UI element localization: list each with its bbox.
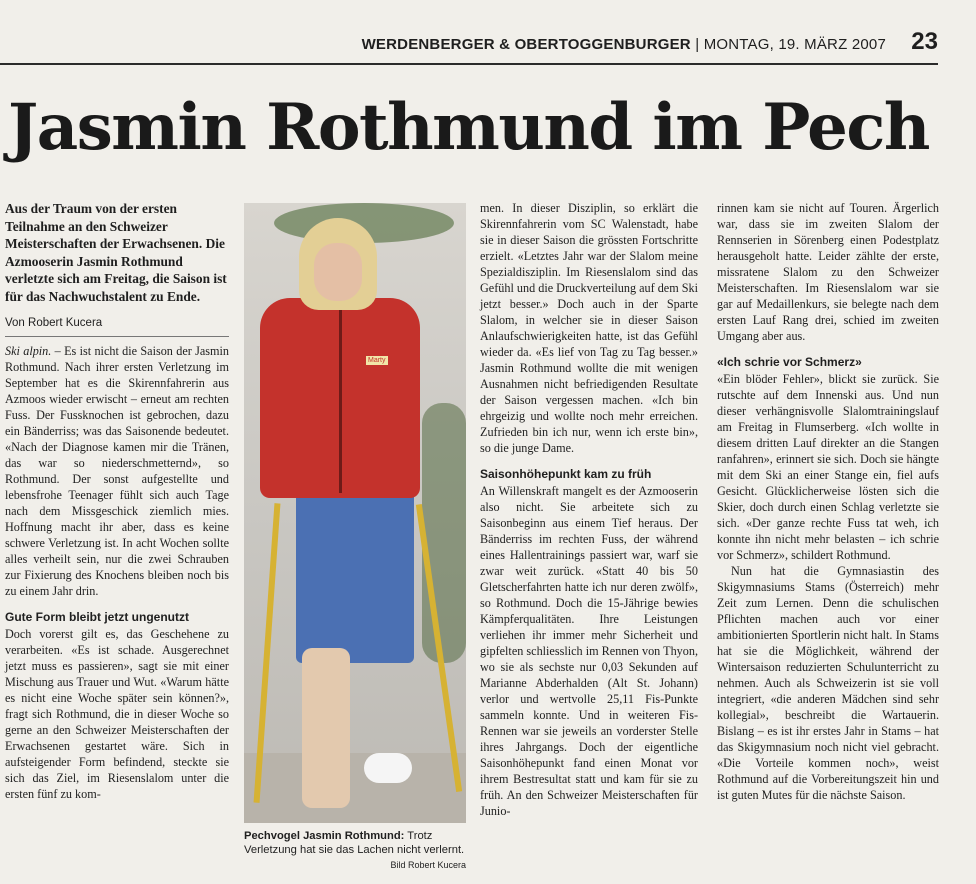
article-lead: Aus der Traum von der ersten Teilnahme an den Schweizer Meisterschaften der Erwachsenen. Die Azmooserin Jasmin Rothmund verletzte sich am Freitag, die Saison ist für das Nachwuchstalent zu Ende. <box>5 201 227 304</box>
subheading: Gute Form bleibt jetzt ungenutzt <box>5 610 189 624</box>
leg-cast <box>302 648 350 808</box>
page-number: 23 <box>911 28 938 55</box>
subheading: «Ich schrie vor Schmerz» <box>717 355 862 369</box>
byline: Von Robert Kucera <box>5 315 229 337</box>
body-paragraph: Nun hat die Gymnasiastin des Skigymnasiums Stams (Österreich) mehr Zeit zum Lernen. Denn die schulischen Pflichten machen auch vor einer ambitionierten Sportlerin nicht halt. In Stams hat sie die Möglichkeit, während der Wintersaison reduzierten Schulunterricht zu nehmen. Auch als Schweizerin ist sie voll integriert, «die anderen Mädchen sind sehr kollegial», beschreibt die Wartauerin. Bislang – es ist ihr erstes Jahr in Stams – hat das Skigymnasium noch nicht viel gebracht. «Die Vorteile kommen noch», weist Rothmund auf die Vorbereitungszeit hin und ist guten Mutes für die nächste Saison. <box>717 564 939 802</box>
column-1 <box>5 200 229 802</box>
header-line <box>362 36 886 53</box>
photo-floor <box>244 753 466 823</box>
body-paragraph: men. In dieser Disziplin, so erklärt die Skirennfahrerin vom SC Walenstadt, habe sie in dieser Saison die grössten Fortschritte erzielt. «Letztes Jahr war der Slalom meine Spezialdisziplin. Im Riesenslalom sind das Gefühl und die Druckverteilung auf dem Ski jetzt besser.» Doch auch in der Sparte Slalom, in welcher sie in dieser Saison Anlaufschwierigkeiten hatte, ist das Gefühl wieder da. «Es lief von Tag zu Tag besser.» Jasmin Rothmund wollte die mit wenigen Ausnahmen nicht befriedigenden Resultate der Saison vergessen machen. «Ich bin ehrgeizig und wollte noch mehr erreichen. Zufrieden bin ich nur, wenn ich erste bin», so die junge Dame. <box>480 201 698 455</box>
sandal <box>364 753 412 783</box>
photo-caption <box>244 829 466 870</box>
subheading: Saisonhöhepunkt kam zu früh <box>480 467 652 481</box>
jacket-zipper <box>339 303 342 493</box>
publication-name: WERDENBERGER & OBERTOGGENBURGER <box>361 36 691 53</box>
body-text: – Es ist nicht die Saison der Jasmin Rothmund. Nach ihrer ersten Verletzung im September hat es die Skirennfahrerin aus Azmoos wieder erwischt – erneut am rechten Fuss. Der Fussknochen ist gebrochen, dazu ein Bänderriss; was das Saisonende bedeutet. «Nach der Diagnose kamen mir die Tränen, das war so niederschmetternd», so Rothmund. Der sonst aufgestellte und lebensfrohe Teenager fühlt sich auch Tage nach dem Missgeschick ziemlich mies. Hoffnung macht ihr aber, dass es keine schwere Verletzung ist. In acht Wochen sollte alles verheilt sein, nur die zwei Schrauben zur Fixierung des Knochens bleiben noch bis zu einem Jahr drin. <box>5 344 229 598</box>
plant-background <box>422 403 466 663</box>
header-rule <box>0 63 938 65</box>
caption-text: Trotz Verletzung hat sie das Lachen nicht verlernt. <box>244 830 465 856</box>
blue-pants <box>296 483 414 663</box>
issue-date: MONTAG, 19. MÄRZ 2007 <box>703 36 886 53</box>
body-paragraph: «Ein blöder Fehler», blickt sie zurück. Sie rutschte auf dem Innenski aus. Und nun dieser verhängnisvolle Slalomtrainingslauf am Freitag in Flumserberg. «Ich wollte in diesem dritten Lauf direkter an die Stangen ranfahren», erinnert sie sich. Doch sie hängte mit dem Ski an einer Stange ein, fiel aufs Gesicht. Glücklicherweise lösten sich die Skier, doch durch einen Schlag verletzte sie sich. «Der ganze rechte Fuss tat weh, ich konnte ihn nicht mehr belasten – ich schrie vor Schmerz», schildert Rothmund. <box>717 372 939 562</box>
page-header <box>0 28 976 58</box>
body-paragraph <box>5 343 229 599</box>
photo-credit: Bild Robert Kucera <box>390 860 466 870</box>
caption-lead: Pechvogel Jasmin Rothmund: <box>244 830 405 842</box>
body-paragraph: An Willenskraft mangelt es der Azmooserin also nicht. Sie arbeitete sich zu Saisonbeginn aus einem Tief heraus. Der Bänderriss im rechten Fuss, der während eines Hallentrainings passiert war, warf sie zwar weit zurück. «Statt 40 bis 50 Gletscherfahrten hatte ich nur deren zwölf», so Rothmund. Doch die 15-Jährige bewies Kämpferqualitäten. Ihre Leistungen verliehen ihr immer mehr Sicherheit und gipfelten schliesslich im Rennen von Thyon, wo sie als sechste nur 0,03 Sekunden auf Marianne Abderhalden (Alt St. Johann) verlor und wertvolle 25,11 Fis-Punkte sammeln konnte. Und in weiteren Fis-Rennen war sie jeweils an vorderster Stelle ihres Jahrgangs. Doch der eigentliche Saisonhöhepunkt fand einen Monat vor ihrem Bestresultat statt und kam für sie zu früh. An den Schweizer Meisterschaften für Junio- <box>480 484 698 818</box>
column-4 <box>717 200 939 803</box>
article-headline: Jasmin Rothmund im Pech <box>8 90 929 165</box>
body-paragraph: rinnen kam sie nicht auf Touren. Ärgerlich war, dass sie im zweiten Slalom der Rennserien in Sörenberg einen Podestplatz herausgeholt hatte. Leider zählte der erste, missratene Slalom zu den Schweizer Meisterschaften. Im Riesenslalom war sie gar auf Medaillenkurs, sie belegte nach dem ersten Lauf Rang drei, schied im zweiten Umgang aber aus. <box>717 201 939 343</box>
kicker: Ski alpin. <box>5 344 52 358</box>
jacket-logo: Marty <box>368 357 386 364</box>
athlete-photo <box>244 203 466 823</box>
header-separator: | <box>695 36 704 53</box>
column-3 <box>480 200 698 819</box>
body-paragraph: Doch vorerst gilt es, das Geschehene zu verarbeiten. «Es ist schade. Ausgerechnet jetzt muss es passieren», sagt sie mit einer Mischung aus Trauer und Wut. «Warum hätte es nicht eine Woche später sein können?», fragt sich Rothmund, die in dieser Woche so gerne an den Schweizer Meisterschaften der Erwachsenen gestartet wäre. Sich in aufsteigender Form befindend, steckte sie sich das Ziel, im Riesenslalom unter die ersten fünf zu kom- <box>5 627 229 801</box>
face <box>314 243 362 301</box>
